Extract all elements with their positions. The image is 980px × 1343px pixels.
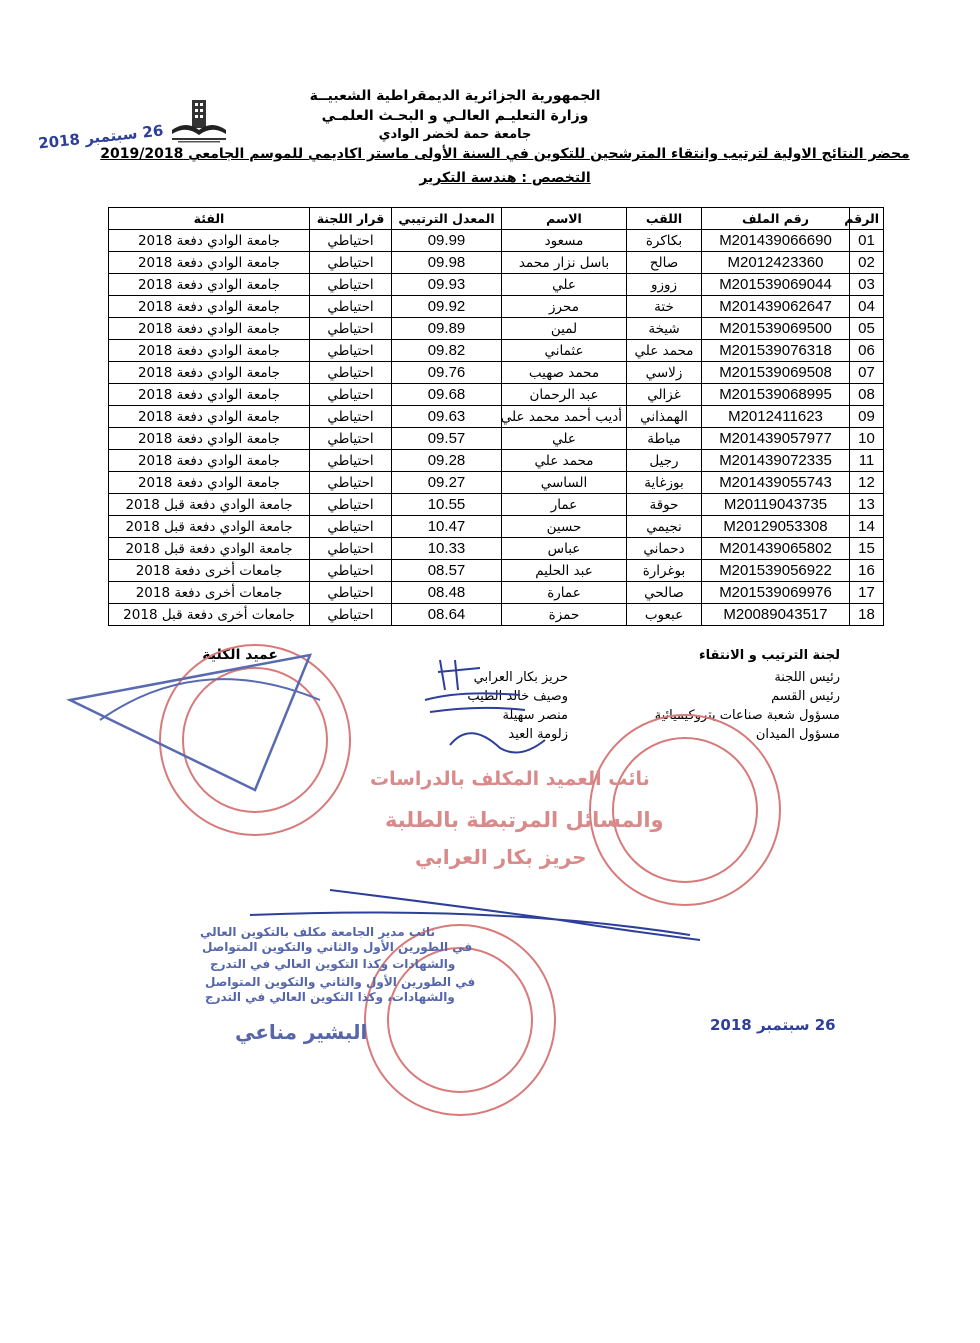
- rector-stamp-line4: في الطورين الأول والثاني والتكوين المتواصل: [205, 975, 476, 989]
- cell-num: 09: [850, 406, 884, 428]
- cell-file: M201439072335: [702, 450, 850, 472]
- cell-cat: جامعة الوادي دفعة 2018: [109, 472, 310, 494]
- cell-num: 04: [850, 296, 884, 318]
- cell-file: M201439065802: [702, 538, 850, 560]
- cell-name: محمد صهيب: [502, 362, 627, 384]
- col-header-surname: اللقب: [627, 208, 702, 230]
- table-row: [109, 252, 884, 274]
- member-3: منصر سهيلة: [502, 708, 568, 723]
- cell-num: 05: [850, 318, 884, 340]
- table-row: [109, 582, 884, 604]
- cell-cat: جامعة الوادي دفعة 2018: [109, 340, 310, 362]
- committee-roles: [655, 668, 840, 744]
- cell-decision: احتياطي: [310, 230, 392, 252]
- cell-decision: احتياطي: [310, 252, 392, 274]
- cell-cat: جامعة الوادي دفعة 2018: [109, 428, 310, 450]
- cell-cat: جامعة الوادي دفعة 2018: [109, 296, 310, 318]
- rector-stamp-line5: والشهادات، وكذا التكوين العالي في التدرج: [205, 990, 455, 1004]
- cell-name: أديب أحمد محمد علي: [502, 406, 627, 428]
- cell-name: حمزة: [502, 604, 627, 626]
- cell-surname: ختة: [627, 296, 702, 318]
- cell-cat: جامعة الوادي دفعة 2018: [109, 450, 310, 472]
- cell-surname: الهمذاني: [627, 406, 702, 428]
- cell-decision: احتياطي: [310, 274, 392, 296]
- cell-name: عثماني: [502, 340, 627, 362]
- cell-avg: 09.76: [392, 362, 502, 384]
- cell-surname: حوقة: [627, 494, 702, 516]
- col-header-name: الاسم: [502, 208, 627, 230]
- cell-avg: 09.99: [392, 230, 502, 252]
- cell-decision: احتياطي: [310, 538, 392, 560]
- cell-surname: عبعوب: [627, 604, 702, 626]
- specialty-title: التخصص : هندسة التكرير: [419, 170, 591, 186]
- cell-cat: جامعة الوادي دفعة 2018: [109, 274, 310, 296]
- cell-cat: جامعات أخرى دفعة 2018: [109, 560, 310, 582]
- cell-file: M201439055743: [702, 472, 850, 494]
- cell-decision: احتياطي: [310, 450, 392, 472]
- cell-surname: غزالي: [627, 384, 702, 406]
- cell-decision: احتياطي: [310, 384, 392, 406]
- cell-avg: 09.92: [392, 296, 502, 318]
- rector-stamp-name: البشير مناعي: [235, 1020, 368, 1044]
- cell-file: M201439066690: [702, 230, 850, 252]
- table-row: [109, 428, 884, 450]
- cell-num: 07: [850, 362, 884, 384]
- cell-file: M201539068995: [702, 384, 850, 406]
- cell-name: محرز: [502, 296, 627, 318]
- cell-avg: 10.55: [392, 494, 502, 516]
- cell-surname: مياطة: [627, 428, 702, 450]
- cell-num: 14: [850, 516, 884, 538]
- member-2: وصيف خالد الطيب: [467, 689, 568, 704]
- cell-name: عمار: [502, 494, 627, 516]
- cell-avg: 09.27: [392, 472, 502, 494]
- cell-file: M201539069500: [702, 318, 850, 340]
- cell-decision: احتياطي: [310, 428, 392, 450]
- cell-num: 02: [850, 252, 884, 274]
- cell-decision: احتياطي: [310, 604, 392, 626]
- cell-decision: احتياطي: [310, 318, 392, 340]
- cell-cat: جامعة الوادي دفعة 2018: [109, 406, 310, 428]
- role-department-head: رئيس القسم: [771, 689, 840, 704]
- university-title: جامعة حمة لخضر الوادي: [378, 127, 532, 142]
- cell-avg: 09.82: [392, 340, 502, 362]
- cell-file: M2012423360: [702, 252, 850, 274]
- cell-name: علي: [502, 274, 627, 296]
- cell-name: عبد الحليم: [502, 560, 627, 582]
- vice-dean-stamp-line2: والمسائل المرتبطة بالطلبة: [385, 808, 664, 832]
- date-stamp-bottom: 26 سبتمبر 2018: [710, 1016, 836, 1034]
- cell-file: M201539069976: [702, 582, 850, 604]
- document-title: محضر النتائج الاولية لترتيب وانتقاء المترشحين للتكوين في السنة الأولى ماستر اكاديمي للموسم الجامعي 2019/2018: [100, 146, 910, 162]
- cell-num: 13: [850, 494, 884, 516]
- cell-name: مسعود: [502, 230, 627, 252]
- cell-decision: احتياطي: [310, 296, 392, 318]
- ministry-title: وزارة التعليـم العالـي و البحـث العلمـي: [321, 108, 589, 124]
- cell-decision: احتياطي: [310, 472, 392, 494]
- cell-surname: شيخة: [627, 318, 702, 340]
- cell-surname: بوزغاية: [627, 472, 702, 494]
- cell-file: M201439062647: [702, 296, 850, 318]
- cell-num: 06: [850, 340, 884, 362]
- cell-cat: جامعات أخرى دفعة قبل 2018: [109, 604, 310, 626]
- cell-decision: احتياطي: [310, 494, 392, 516]
- cell-decision: احتياطي: [310, 516, 392, 538]
- country-title: الجمهورية الجزائرية الديمقراطية الشعبيــة: [309, 88, 601, 104]
- dean-title: عميد الكلية: [202, 647, 278, 663]
- cell-surname: دحماني: [627, 538, 702, 560]
- cell-avg: 09.57: [392, 428, 502, 450]
- col-header-average: المعدل الترتيبي: [392, 208, 502, 230]
- cell-file: M201539069044: [702, 274, 850, 296]
- cell-avg: 09.98: [392, 252, 502, 274]
- cell-file: M201439057977: [702, 428, 850, 450]
- vice-dean-stamp-line1: نائب العميد المكلف بالدراسات: [370, 768, 650, 790]
- committee-title: لجنة الترتيب و الانتقاء: [699, 648, 840, 663]
- cell-num: 01: [850, 230, 884, 252]
- col-header-file: رقم الملف: [702, 208, 850, 230]
- col-header-category: الفئة: [109, 208, 310, 230]
- date-stamp-top: 26 سبتمبر 2018: [37, 121, 165, 153]
- cell-surname: صالحي: [627, 582, 702, 604]
- member-1: حريز بكار العرابي: [473, 670, 568, 685]
- table-row: [109, 296, 884, 318]
- cell-surname: محمد علي: [627, 340, 702, 362]
- role-field-lead: مسؤول الميدان: [755, 727, 840, 742]
- table-row: [109, 472, 884, 494]
- table-row: [109, 560, 884, 582]
- cell-avg: 10.47: [392, 516, 502, 538]
- cell-cat: جامعة الوادي دفعة 2018: [109, 318, 310, 340]
- cell-avg: 09.93: [392, 274, 502, 296]
- cell-avg: 09.68: [392, 384, 502, 406]
- cell-name: محمد علي: [502, 450, 627, 472]
- cell-num: 03: [850, 274, 884, 296]
- cell-num: 15: [850, 538, 884, 560]
- cell-decision: احتياطي: [310, 362, 392, 384]
- results-table: [108, 207, 884, 626]
- cell-decision: احتياطي: [310, 340, 392, 362]
- cell-name: عباس: [502, 538, 627, 560]
- cell-file: M20119043735: [702, 494, 850, 516]
- cell-name: عبد الرحمان: [502, 384, 627, 406]
- table-row: [109, 318, 884, 340]
- col-header-decision: قرار اللجنة: [310, 208, 392, 230]
- cell-num: 10: [850, 428, 884, 450]
- table-row: [109, 538, 884, 560]
- table-row: [109, 406, 884, 428]
- cell-cat: جامعات أخرى دفعة 2018: [109, 582, 310, 604]
- dean-stamp-icon: [70, 645, 350, 835]
- cell-cat: جامعة الوادي دفعة 2018: [109, 362, 310, 384]
- cell-num: 08: [850, 384, 884, 406]
- table-row: [109, 604, 884, 626]
- cell-avg: 09.89: [392, 318, 502, 340]
- cell-avg: 08.64: [392, 604, 502, 626]
- table-row: [109, 340, 884, 362]
- table-row: [109, 450, 884, 472]
- cell-cat: جامعة الوادي دفعة قبل 2018: [109, 538, 310, 560]
- cell-cat: جامعة الوادي دفعة قبل 2018: [109, 494, 310, 516]
- table-header-row: [109, 208, 884, 230]
- cell-surname: زوزو: [627, 274, 702, 296]
- cell-name: لمين: [502, 318, 627, 340]
- cell-avg: 08.57: [392, 560, 502, 582]
- col-header-number: الرقم: [850, 208, 884, 230]
- cell-decision: احتياطي: [310, 560, 392, 582]
- cell-avg: 10.33: [392, 538, 502, 560]
- rector-stamp-line1: نائب مدير الجامعة مكلف بالتكوين العالي: [200, 925, 436, 939]
- cell-surname: نجيمي: [627, 516, 702, 538]
- vice-dean-stamp-line3: حريز بكار العرابي: [415, 845, 587, 869]
- cell-surname: بكاكرة: [627, 230, 702, 252]
- table-row: [109, 516, 884, 538]
- cell-decision: احتياطي: [310, 406, 392, 428]
- cell-cat: جامعة الوادي دفعة 2018: [109, 384, 310, 406]
- cell-avg: 09.63: [392, 406, 502, 428]
- cell-surname: صالح: [627, 252, 702, 274]
- cell-file: M201539056922: [702, 560, 850, 582]
- table-row: [109, 494, 884, 516]
- cell-cat: جامعة الوادي دفعة 2018: [109, 252, 310, 274]
- member-4: زلومة العيد: [508, 727, 568, 742]
- cell-decision: احتياطي: [310, 582, 392, 604]
- cell-cat: جامعة الوادي دفعة قبل 2018: [109, 516, 310, 538]
- cell-name: عمارة: [502, 582, 627, 604]
- role-program-lead: مسؤول شعبة صناعات بتروكيميائية: [654, 708, 840, 723]
- cell-num: 11: [850, 450, 884, 472]
- cell-num: 12: [850, 472, 884, 494]
- cell-name: حسين: [502, 516, 627, 538]
- cell-avg: 09.28: [392, 450, 502, 472]
- table-row: [109, 230, 884, 252]
- table-row: [109, 274, 884, 296]
- rector-stamp-line3: والشهادات وكذا التكوين العالي في التدرج: [210, 957, 456, 971]
- table-row: [109, 362, 884, 384]
- role-chair: رئيس اللجنة: [774, 670, 840, 685]
- cell-file: M20129053308: [702, 516, 850, 538]
- university-logo-icon: [168, 98, 230, 144]
- cell-name: الساسي: [502, 472, 627, 494]
- cell-file: M201539069508: [702, 362, 850, 384]
- cell-name: باسل نزار محمد: [502, 252, 627, 274]
- cell-file: M201539076318: [702, 340, 850, 362]
- cell-surname: رجيل: [627, 450, 702, 472]
- rector-stamp-line2: في الطورين الأول والثاني والتكوين المتواصل: [202, 940, 473, 954]
- cell-name: علي: [502, 428, 627, 450]
- cell-num: 17: [850, 582, 884, 604]
- cell-avg: 08.48: [392, 582, 502, 604]
- cell-surname: زلاسي: [627, 362, 702, 384]
- cell-num: 18: [850, 604, 884, 626]
- cell-num: 16: [850, 560, 884, 582]
- committee-members: [467, 668, 568, 744]
- cell-surname: بوغرارة: [627, 560, 702, 582]
- cell-cat: جامعة الوادي دفعة 2018: [109, 230, 310, 252]
- table-row: [109, 384, 884, 406]
- cell-file: M2012411623: [702, 406, 850, 428]
- cell-file: M20089043517: [702, 604, 850, 626]
